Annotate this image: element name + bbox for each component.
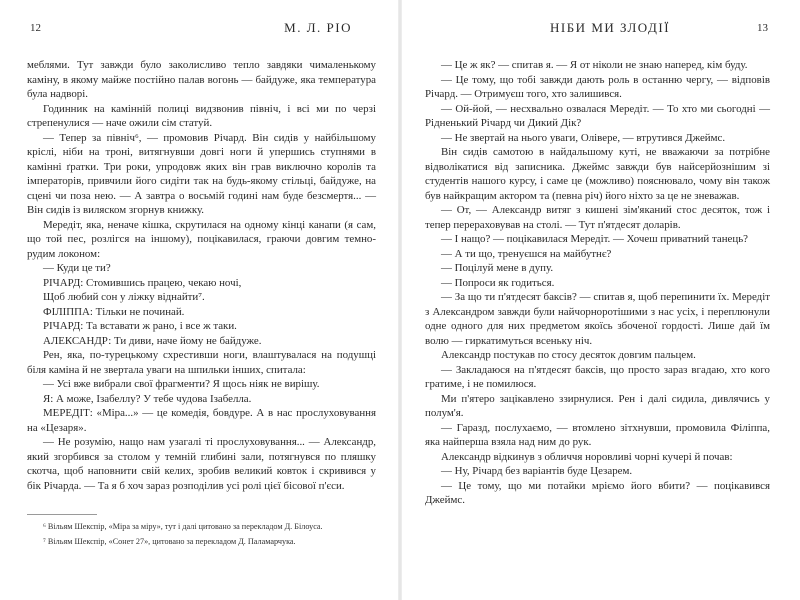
right-page	[400, 0, 798, 600]
left-page	[0, 0, 398, 600]
paragraph: — І нащо? — поцікавилася Мередіт. — Хочеш приватний танець?	[441, 233, 748, 245]
paragraph: — Попроси як годиться.	[441, 276, 555, 289]
footnotes	[27, 514, 376, 550]
paragraph: — Тепер за північ⁶, — промовив Річард. Він сидів у найбільшому кріслі, ніби на троні, витягнувши довгі ноги й упершись ступнями в камінні ґратки. Три роки, упродовж яких він грав виключно королів та імператорів, привчили його сидіти так на будь-якому стільці, байдуже, на сцені чи поза нею. — А завтра о восьмій годині нам буде безсмертя... — Він сидів із виляском згорнув книжку.	[27, 131, 376, 216]
left-running-head	[27, 18, 376, 40]
paragraph: — Це тому, що тобі завжди дають роль в останню чергу, — відповів Річард. — Отримуєш того, хто залишився.	[425, 73, 770, 100]
paragraph: Рен, яка, по-турецькому схрестивши ноги, влаштувалася на подушці біля каміна й не звертала уваги на шпильки інших, спитала:	[27, 349, 376, 376]
paragraph: РІЧАРД: Та вставати ж рано, і все ж таки.	[43, 320, 237, 332]
paragraph: Я: А може, Ізабеллу? У тебе чудова Ізабелла.	[43, 392, 252, 405]
left-body-text	[27, 58, 376, 493]
page-number: 13	[757, 22, 768, 34]
right-running-head	[425, 18, 770, 40]
paragraph: — От, — Александр витяг з кишені зім'яканий стос десяток, тож і тепер перераховував на столі. — Тут п'ятдесят доларів.	[425, 204, 770, 231]
paragraph: — Усі вже вибрали свої фрагменти? Я щось ніяк не вирішу.	[43, 378, 320, 390]
verse-line: Щоб любий сон у ліжку віднайти⁷.	[43, 291, 205, 303]
paragraph: — Закладаюся на п'ятдесят баксів, що просто зараз вгадаю, хто кого гратиме, і не помилюся.	[425, 363, 770, 390]
paragraph: меблями. Тут завжди було закoлисливо тепло завдяки чималенькому каміну, в якому майже постійно палав вогонь — байдуже, яка температура була надворі.	[27, 59, 376, 100]
paragraph: — Не звертай на нього уваги, Олівере, — втрутився Джеймс.	[441, 131, 726, 144]
paragraph: — А ти що, тренуєшся на майбутнє?	[441, 247, 612, 260]
page-number: 12	[30, 22, 41, 34]
paragraph: МЕРЕДІТ: «Міра...» — це комедія, бовдуре. А в нас прослуховування на «Цезаря».	[27, 407, 376, 434]
verse-line: РІЧАРД: Стомившись працею, чекаю ночі,	[43, 276, 242, 289]
paragraph: — Ой-йой, — несхвально озвалася Мередіт. — То хто ми сьогодні — Рідненький Річард чи Дикий Дік?	[425, 102, 770, 129]
paragraph: — За що ти п'ятдесят баксів? — спитав я, щоб перепинити їх. Мередіт з Александром завжди були найчорноротішими з нас усіх, і переплюнули одне одного для них предметом якоїсь збоченої гордості. Лише дай їм волю — гиркатимуться всенькy ніч.	[425, 291, 770, 347]
paragraph: — Це ж як? — спитав я. — Я от ніколи не знаю наперед, кім буду.	[441, 59, 748, 71]
footnote: ⁶ Вільям Шекспір, «Міра за міру», тут і далі цитовано за перекладом Д. Білоуса.	[43, 522, 323, 531]
paragraph: — Ну, Річард без варіантів буде Цезарем.	[441, 465, 633, 477]
footnote: ⁷ Вільям Шекспір, «Сонет 27», цитовано за перекладом Д. Паламарчука.	[43, 536, 296, 546]
author-header: М. Л. РІО	[284, 20, 352, 35]
paragraph: Годинник на камінній полиці видзвонив північ, і всі ми по черзі стрепенулися — наче ожили сім статуй.	[27, 102, 376, 129]
paragraph: Александр відкинув з обличчя норовливі чорні кучері й почав:	[441, 450, 733, 463]
paragraph: — Не розумію, нащо нам узагалі ті прослуховування... — Александр, який згорбився за столом у темній глибині зали, потягнувся по пляшку скотча, щоб наповнити свій келих, зробив великий ковток і скривився у бік Річарда. — Та я б хоч зараз розподілив усі ролі цієї бісової п'єси.	[27, 436, 376, 492]
paragraph: — Гаразд, послухаємо, — втомлено зітхнувши, промовила Філіппа, яка найперша взяла над ним до рук.	[425, 421, 770, 448]
paragraph: Мередіт, яка, неначе кішка, скрутилася на одному кінці канапи (я сам, що той пес, розлігся на іншому), поцікавилася, граючи довгим темно-рудим локоном:	[27, 218, 376, 260]
paragraph: — Поцілуй мене в дупу.	[441, 262, 554, 274]
paragraph: — Це тому, що ми потайки мріємо його вбити? — поцікавився Джеймс.	[425, 479, 770, 506]
footnote-rule	[27, 514, 97, 515]
paragraph: Александр постукав по стосу десяток довгим пальцем.	[441, 349, 696, 361]
paragraph: Він сидів самотою в найдальшому куті, не вважаючи за потрібне відволікатися від записника. Джеймс завжди був найсерйознішим зі студентів нашого курсу, і саме це (можливо) пояснювало, чому він також був найкращим актором та (певна річ) його ніхто за це не зневажав.	[425, 146, 770, 202]
paragraph: Ми п'ятеро зацікавлено ззирнулися. Рен і далі сидила, дивлячись у полум'я.	[425, 392, 770, 419]
right-body-text	[425, 58, 770, 508]
book-title-header: НІБИ МИ ЗЛОДІЇ	[550, 20, 671, 35]
paragraph: АЛЕКСАНДР: Ти диви, наче йому не байдуже.	[43, 334, 262, 347]
paragraph: ФІЛІППА: Тільки не починай.	[43, 305, 185, 318]
paragraph: — Куди це ти?	[43, 262, 111, 274]
